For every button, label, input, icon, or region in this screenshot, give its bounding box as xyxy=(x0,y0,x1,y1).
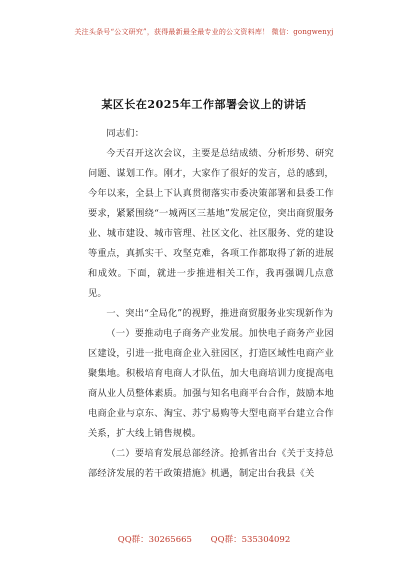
footer-contacts xyxy=(0,533,408,545)
document-title: 某区长在2025年工作部署会议上的讲话 xyxy=(101,98,307,111)
footer-qq-group-2[interactable]: QQ群：535304092 xyxy=(210,535,291,545)
paragraph-intro: 今天召开这次会议，主要是总结成绩、分析形势、研究问题、谋划工作。刚才，大家作了很好的发言，总的感到，今年以来，全县上下认真贯彻落实市委决策部署和县委工作要求，紧紧围绕“一城两区三基地”发展定位，突出商贸服务业、城市建设、城市管理、社区文化、社区服务、党的建设等重点，真抓实干、攻坚克难，各项工作都取得了新的进展和成效。下面，就进一步推进相关工作，我再强调几点意见。 xyxy=(88,148,334,299)
paragraph-ecommerce: （一）要推动电子商务产业发展。加快电子商务产业园区建设，引进一批电商企业入驻园区，打造区域性电商产业聚集地。积极培育电商人才队伍，加大电商培训力度提高电商从业人员整体素质。加强与知名电商平台合作，鼓励本地电商企业与京东、淘宝、苏宁易购等大型电商平台建立合作关系，扩大线上销售规模。 xyxy=(88,328,334,439)
document-body xyxy=(88,124,334,484)
header-banner[interactable]: 关注头条号“公文研究”，获得最新最全最专业的公文资料库！ 微信：gongwenyj xyxy=(74,28,334,36)
section-heading-1: 一、突出“全局化”的视野，推进商贸服务业实现新作为 xyxy=(106,308,334,319)
paragraph-headquarters: （二）要培育发展总部经济。抢抓省出台《关于支持总部经济发展的若干政策措施》机遇，制定出台我县《关 xyxy=(88,448,334,479)
footer-qq-group-1[interactable]: QQ群：30265665 xyxy=(117,535,192,545)
salutation: 同志们： xyxy=(106,128,145,139)
